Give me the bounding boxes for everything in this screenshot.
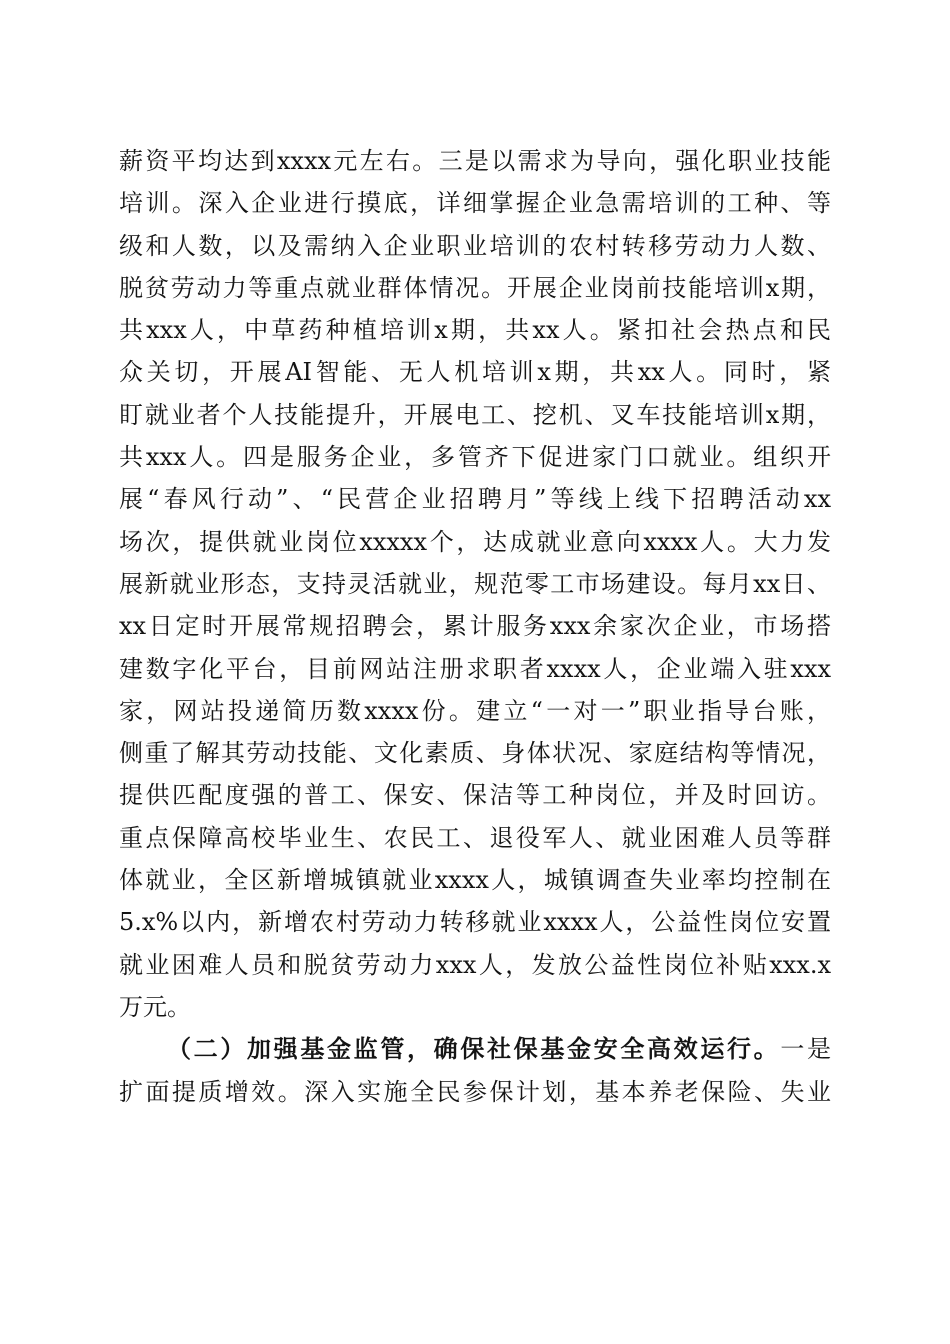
text-line: xx日定时开展常规招聘会，累计服务xxx余家次企业，市场搭 xyxy=(119,612,831,641)
text-line: 万元。 xyxy=(119,992,191,1021)
text-line: 5.x%以内，新增农村劳动力转移就业xxxx人，公益性岗位安置 xyxy=(119,908,831,937)
text-line: 脱贫劳动力等重点就业群体情况。开展企业岗前技能培训x期， xyxy=(119,273,831,302)
document-body xyxy=(119,140,831,1113)
section-heading: （二）加强基金监管，确保社保基金安全高效运行。 xyxy=(167,1034,781,1064)
text-line: 重点保障高校毕业生、农民工、退役军人、就业困难人员等群 xyxy=(119,823,831,852)
text-line: 提供匹配度强的普工、保安、保洁等工种岗位，并及时回访。 xyxy=(119,781,831,810)
text-line: 众关切，开展AI智能、无人机培训x期，共xx人。同时，紧 xyxy=(119,358,831,387)
text-line: 共xxx人。四是服务企业，多管齐下促进家门口就业。组织开 xyxy=(119,443,831,472)
text-line: 共xxx人，中草药种植培训x期，共xx人。紧扣社会热点和民 xyxy=(119,316,831,345)
text-line: 建数字化平台，目前网站注册求职者xxxx人，企业端入驻xxx xyxy=(119,654,831,683)
section-text: 一是 xyxy=(780,1035,832,1064)
text-line: 展新就业形态，支持灵活就业，规范零工市场建设。每月xx日、 xyxy=(119,569,831,598)
text-line: 薪资平均达到xxxx元左右。三是以需求为导向，强化职业技能 xyxy=(119,147,831,175)
text-line: 就业困难人员和脱贫劳动力xxx人，发放公益性岗位补贴xxx.x xyxy=(119,950,831,979)
text-line: 级和人数，以及需纳入企业职业培训的农村转移劳动力人数、 xyxy=(119,231,831,260)
text-line: 家，网站投递简历数xxxx份。建立“一对一”职业指导台账， xyxy=(119,696,831,725)
text-line: 体就业，全区新增城镇就业xxxx人，城镇调查失业率均控制在 xyxy=(119,866,831,895)
text-line: 侧重了解其劳动技能、文化素质、身体状况、家庭结构等情况， xyxy=(119,739,831,768)
text-line: 培训。深入企业进行摸底，详细掌握企业急需培训的工种、等 xyxy=(119,189,831,218)
text-line: 场次，提供就业岗位xxxxx个，达成就业意向xxxx人。大力发 xyxy=(119,527,831,556)
text-line: 盯就业者个人技能提升，开展电工、挖机、叉车技能培训x期， xyxy=(119,400,831,429)
text-line: 展“春风行动”、“民营企业招聘月”等线上线下招聘活动xx xyxy=(119,485,831,514)
section-heading-line xyxy=(119,1028,831,1070)
text-line: 扩面提质增效。深入实施全民参保计划，基本养老保险、失业 xyxy=(119,1077,831,1106)
